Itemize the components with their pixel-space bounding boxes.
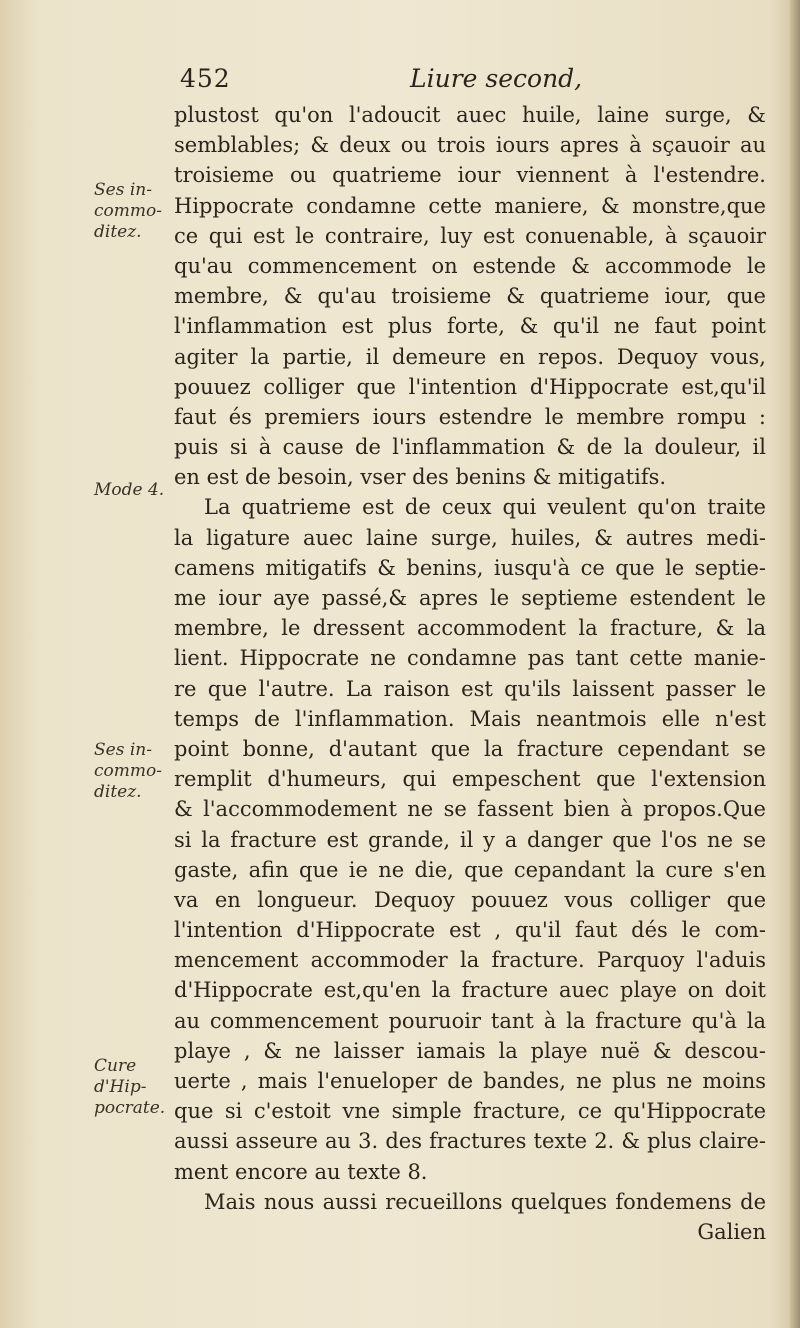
- text-line: membre, le dressent accommodent la fracture, & la: [174, 616, 766, 641]
- margin-note-line: Ses in-: [94, 740, 152, 760]
- margin-note-line: pocrate.: [94, 1098, 166, 1118]
- text-line: La quatrieme est de ceux qui veulent qu'on traite: [204, 495, 766, 520]
- text-line: troisieme ou quatrieme iour viennent à l'estendre.: [174, 163, 766, 188]
- text-line: camens mitigatifs & benins, iusqu'à ce que le septie-: [174, 555, 766, 580]
- text-line: aussi asseure au 3. des fractures texte 2. & plus claire-: [174, 1129, 766, 1154]
- text-line: au commencement pouruoir tant à la fracture qu'à la: [174, 1008, 766, 1033]
- body-text: [174, 100, 766, 1247]
- text-line: gaste, afin que ie ne die, que cepandant la cure s'en: [174, 857, 766, 882]
- page-number: 452: [180, 64, 231, 93]
- catchword: Galien: [697, 1219, 766, 1244]
- text-line: ment encore au texte 8.: [174, 1159, 428, 1184]
- text-line: remplit d'humeurs, qui empeschent que l'extension: [174, 767, 766, 792]
- margin-note-line: commo-: [94, 761, 162, 781]
- text-line: semblables; & deux ou trois iours apres à sçauoir au: [174, 133, 766, 158]
- page-edge: [790, 0, 800, 1328]
- text-line: si la fracture est grande, il y a danger que l'os ne se: [174, 827, 766, 852]
- text-line: uerte , mais l'enueloper de bandes, ne plus ne moins: [174, 1069, 766, 1093]
- text-line: agiter la partie, il demeure en repos. Dequoy vous,: [174, 344, 766, 369]
- text-line: la ligature auec laine surge, huiles, & autres medi-: [174, 525, 766, 550]
- margin-note-incommodites-2: [94, 740, 174, 803]
- margin-note-line: Mode 4.: [94, 480, 165, 500]
- margin-note-line: Cure: [94, 1056, 137, 1076]
- margin-note-line: d'Hip-: [94, 1077, 147, 1097]
- text-line: lient. Hippocrate ne condamne pas tant cette manie-: [174, 646, 766, 671]
- text-line: membre, & qu'au troisieme & quatrieme iour, que: [174, 284, 766, 309]
- text-line: puis si à cause de l'inflammation & de la douleur, il: [174, 435, 766, 460]
- margin-note-incommodites-1: [94, 180, 174, 243]
- text-line: d'Hippocrate est,qu'en la fracture auec playe on doit: [174, 978, 766, 1003]
- text-line: temps de l'inflammation. Mais neantmois elle n'est: [174, 706, 766, 731]
- margin-note-line: ditez.: [94, 222, 142, 242]
- text-line: faut és premiers iours estendre le membre rompu :: [174, 404, 766, 429]
- text-line: l'intention d'Hippocrate est , qu'il faut dés le com-: [174, 918, 766, 943]
- text-line: ce qui est le contraire, luy est conuenable, à sçauoir: [174, 223, 766, 248]
- margin-note-line: commo-: [94, 201, 162, 221]
- text-line: plustost qu'on l'adoucit auec huile, laine surge, &: [174, 103, 766, 127]
- page-header: [180, 64, 600, 100]
- text-line: & l'accommodement ne se fassent bien à propos.Que: [174, 797, 766, 822]
- text-line: que si c'estoit vne simple fracture, ce qu'Hippocrate: [174, 1099, 766, 1124]
- running-title: Liure second,: [410, 64, 583, 93]
- margin-note-line: ditez.: [94, 782, 142, 802]
- text-line: mencement accommoder la fracture. Parquoy l'aduis: [174, 948, 766, 973]
- text-line: me iour aye passé,& apres le septieme estendent le: [174, 586, 766, 610]
- text-line: pouuez colliger que l'intention d'Hippocrate est,qu'il: [174, 374, 766, 399]
- text-line: qu'au commencement on estende & accommode le: [174, 253, 766, 278]
- margin-note-mode-4: [94, 480, 174, 501]
- text-line: Mais nous aussi recueillons quelques fondemens de: [204, 1189, 766, 1214]
- margin-note-cure-hippocrate: [94, 1056, 174, 1119]
- text-line: en est de besoin, vser des benins & mitigatifs.: [174, 465, 667, 490]
- text-line: playe , & ne laisser iamais la playe nuë & descou-: [174, 1038, 766, 1063]
- text-line: l'inflammation est plus forte, & qu'il ne faut point: [174, 314, 766, 339]
- text-line: va en longueur. Dequoy pouuez vous colliger que: [174, 887, 766, 912]
- text-line: point bonne, d'autant que la fracture cependant se: [174, 736, 766, 761]
- margin-note-line: Ses in-: [94, 180, 152, 200]
- text-line: Hippocrate condamne cette maniere, & monstre,que: [174, 193, 766, 218]
- text-line: re que l'autre. La raison est qu'ils laissent passer le: [174, 676, 766, 701]
